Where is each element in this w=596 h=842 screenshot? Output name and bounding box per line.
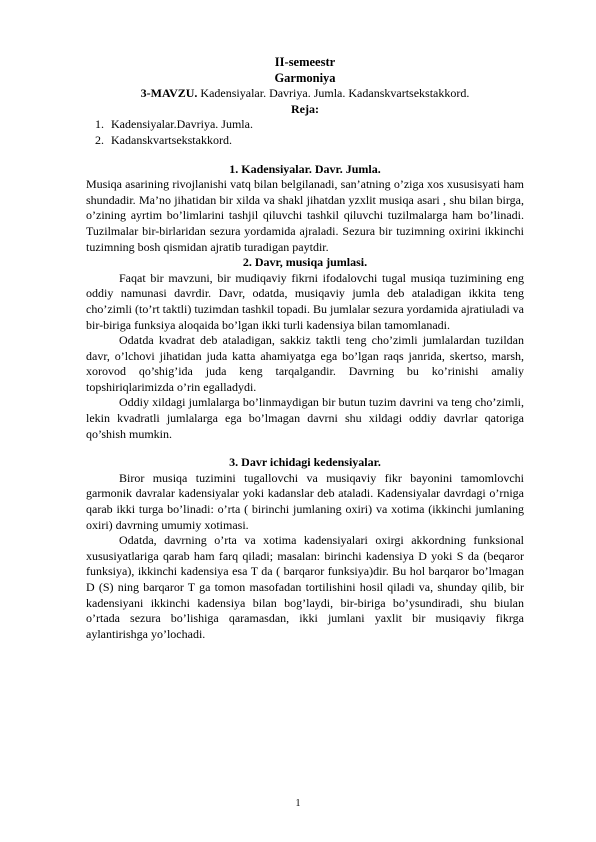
plan-list xyxy=(86,117,524,148)
plan-item-text: Kadensiyalar.Davriya. Jumla. xyxy=(111,117,253,132)
page-number: 1 xyxy=(295,798,301,809)
topic-text: Kadensiyalar. Davriya. Jumla. Kadanskvartsekstakkord. xyxy=(197,86,470,101)
plan-item-text: Kadanskvartsekstakkord. xyxy=(111,132,232,147)
topic-heading xyxy=(86,86,524,102)
plan-title: Reja: xyxy=(291,101,319,116)
section3-paragraph-1: Biror musiqa tuzimini tugallovchi va musiqaviy fikr bayonini tamomlovchi garmonik davralar kadensiyalar yoki kadanslar deb ataladi. Kadensiyalar davrdagi o’rniga qarab ikki turga bo’linadi: o’rta ( birinchi jumlaning oxiri) va xotima (ikkinchi jumlaning oxiri) davrning umumiy xotimasi. xyxy=(86,470,524,532)
plan-item xyxy=(86,117,524,133)
section2-title: 2. Davr, musiqa jumlasi. xyxy=(242,255,368,270)
section1-paragraph-1: Musiqa asarining rivojlanishi vatq bilan belgilanadi, san’atning o’ziga xos xususisyati ham shundadir. Ma’no jihatidan bir xilda va shakl jihatdan yzxlit musiqa asari , shu bilan birga, o’zining ayrtim bo’limlarini tashjil qiluvchi tashkil qiluvchi tuzilmalarga ham bo’linadi. Tuzilmalar bir-birlaridan sezura yordamida ajraladi. Sezura bir tuzimning oxirini ikkinchi tuzimning bosh qismidan ajratib turadigan paytdir. xyxy=(86,177,524,254)
plan-item-number: 2. xyxy=(95,132,104,147)
semester-heading: II-semeestr xyxy=(274,55,336,69)
subject-heading: Garmoniya xyxy=(274,70,336,85)
document-page xyxy=(86,55,524,642)
topic-label: 3-MAVZU. xyxy=(140,86,198,101)
section2-paragraph-3: Oddiy xildagi jumlalarga bo’linmaydigan bir butun tuzim davrini va teng cho’zimli, lekin kvadratli jumlalarga ega bo’lmagan davrni shu xildagi oddiy davrlar qatoriga qo’shish mumkin. xyxy=(86,395,524,441)
section1-title: 1. Kadensiyalar. Davr. Jumla. xyxy=(229,161,381,176)
section2-paragraph-1: Faqat bir mavzuni, bir mudiqaviy fikrni ifodalovchi tugal musiqa tuzimining eng oddiy namunasi davrdir. Davr, odatda, musiqaviy jumla deb ataladigan ikkita teng cho’zimli (to’rt taktli) tuzimdan tashkil topadi. Bu jumlalar sezura yordamida ajratiuladi va bir-biriga funksiya aloqaida bo’lgan ikki turli kadensiya bilan tamomlanadi. xyxy=(86,270,524,332)
plan-item-number: 1. xyxy=(95,117,104,132)
section3-title: 3. Davr ichidagi kedensiyalar. xyxy=(229,455,381,470)
plan-item xyxy=(86,133,524,149)
section2-paragraph-2: Odatda kvadrat deb ataladigan, sakkiz taktli teng cho’zimli jumlalardan tuzildan davr, o’lchovi jihatidan juda katta ahamiyatga ega bo’lgan raqs janrida, skertso, marsh, xorovod qo’shig’ida juda keng tarqalgandir. Davrning bu ko’rinishi amaliy topshiriqlarimizda o’rin egalladydi. xyxy=(86,333,524,394)
section3-paragraph-2: Odatda, davrning o’rta va xotima kadensiyalari oxirgi akkordning funksional xususiyatlariga qarab ham farq qiladi; masalan: birinchi kadensiya D yoki S da (beqaror funksiya), ikkinchi kadensiya esa T da ( barqaror funksiya)dir. Bu hol barqaror bo’lmagan D (S) ning barqaror T ga tomon masofadan tortilishini hosil qiladi va, shunday qilib, bir kadensiyani ikkinchi kadensiya bilan bog’laydi, bir-biriga bo’ysundiradi, shu biulan o’rtada sezura bo’lishiga qaramasdan, ikki jumlani yaxlit bir musiqaviy fikrga aylantirishga yo’lochadi. xyxy=(86,533,524,641)
